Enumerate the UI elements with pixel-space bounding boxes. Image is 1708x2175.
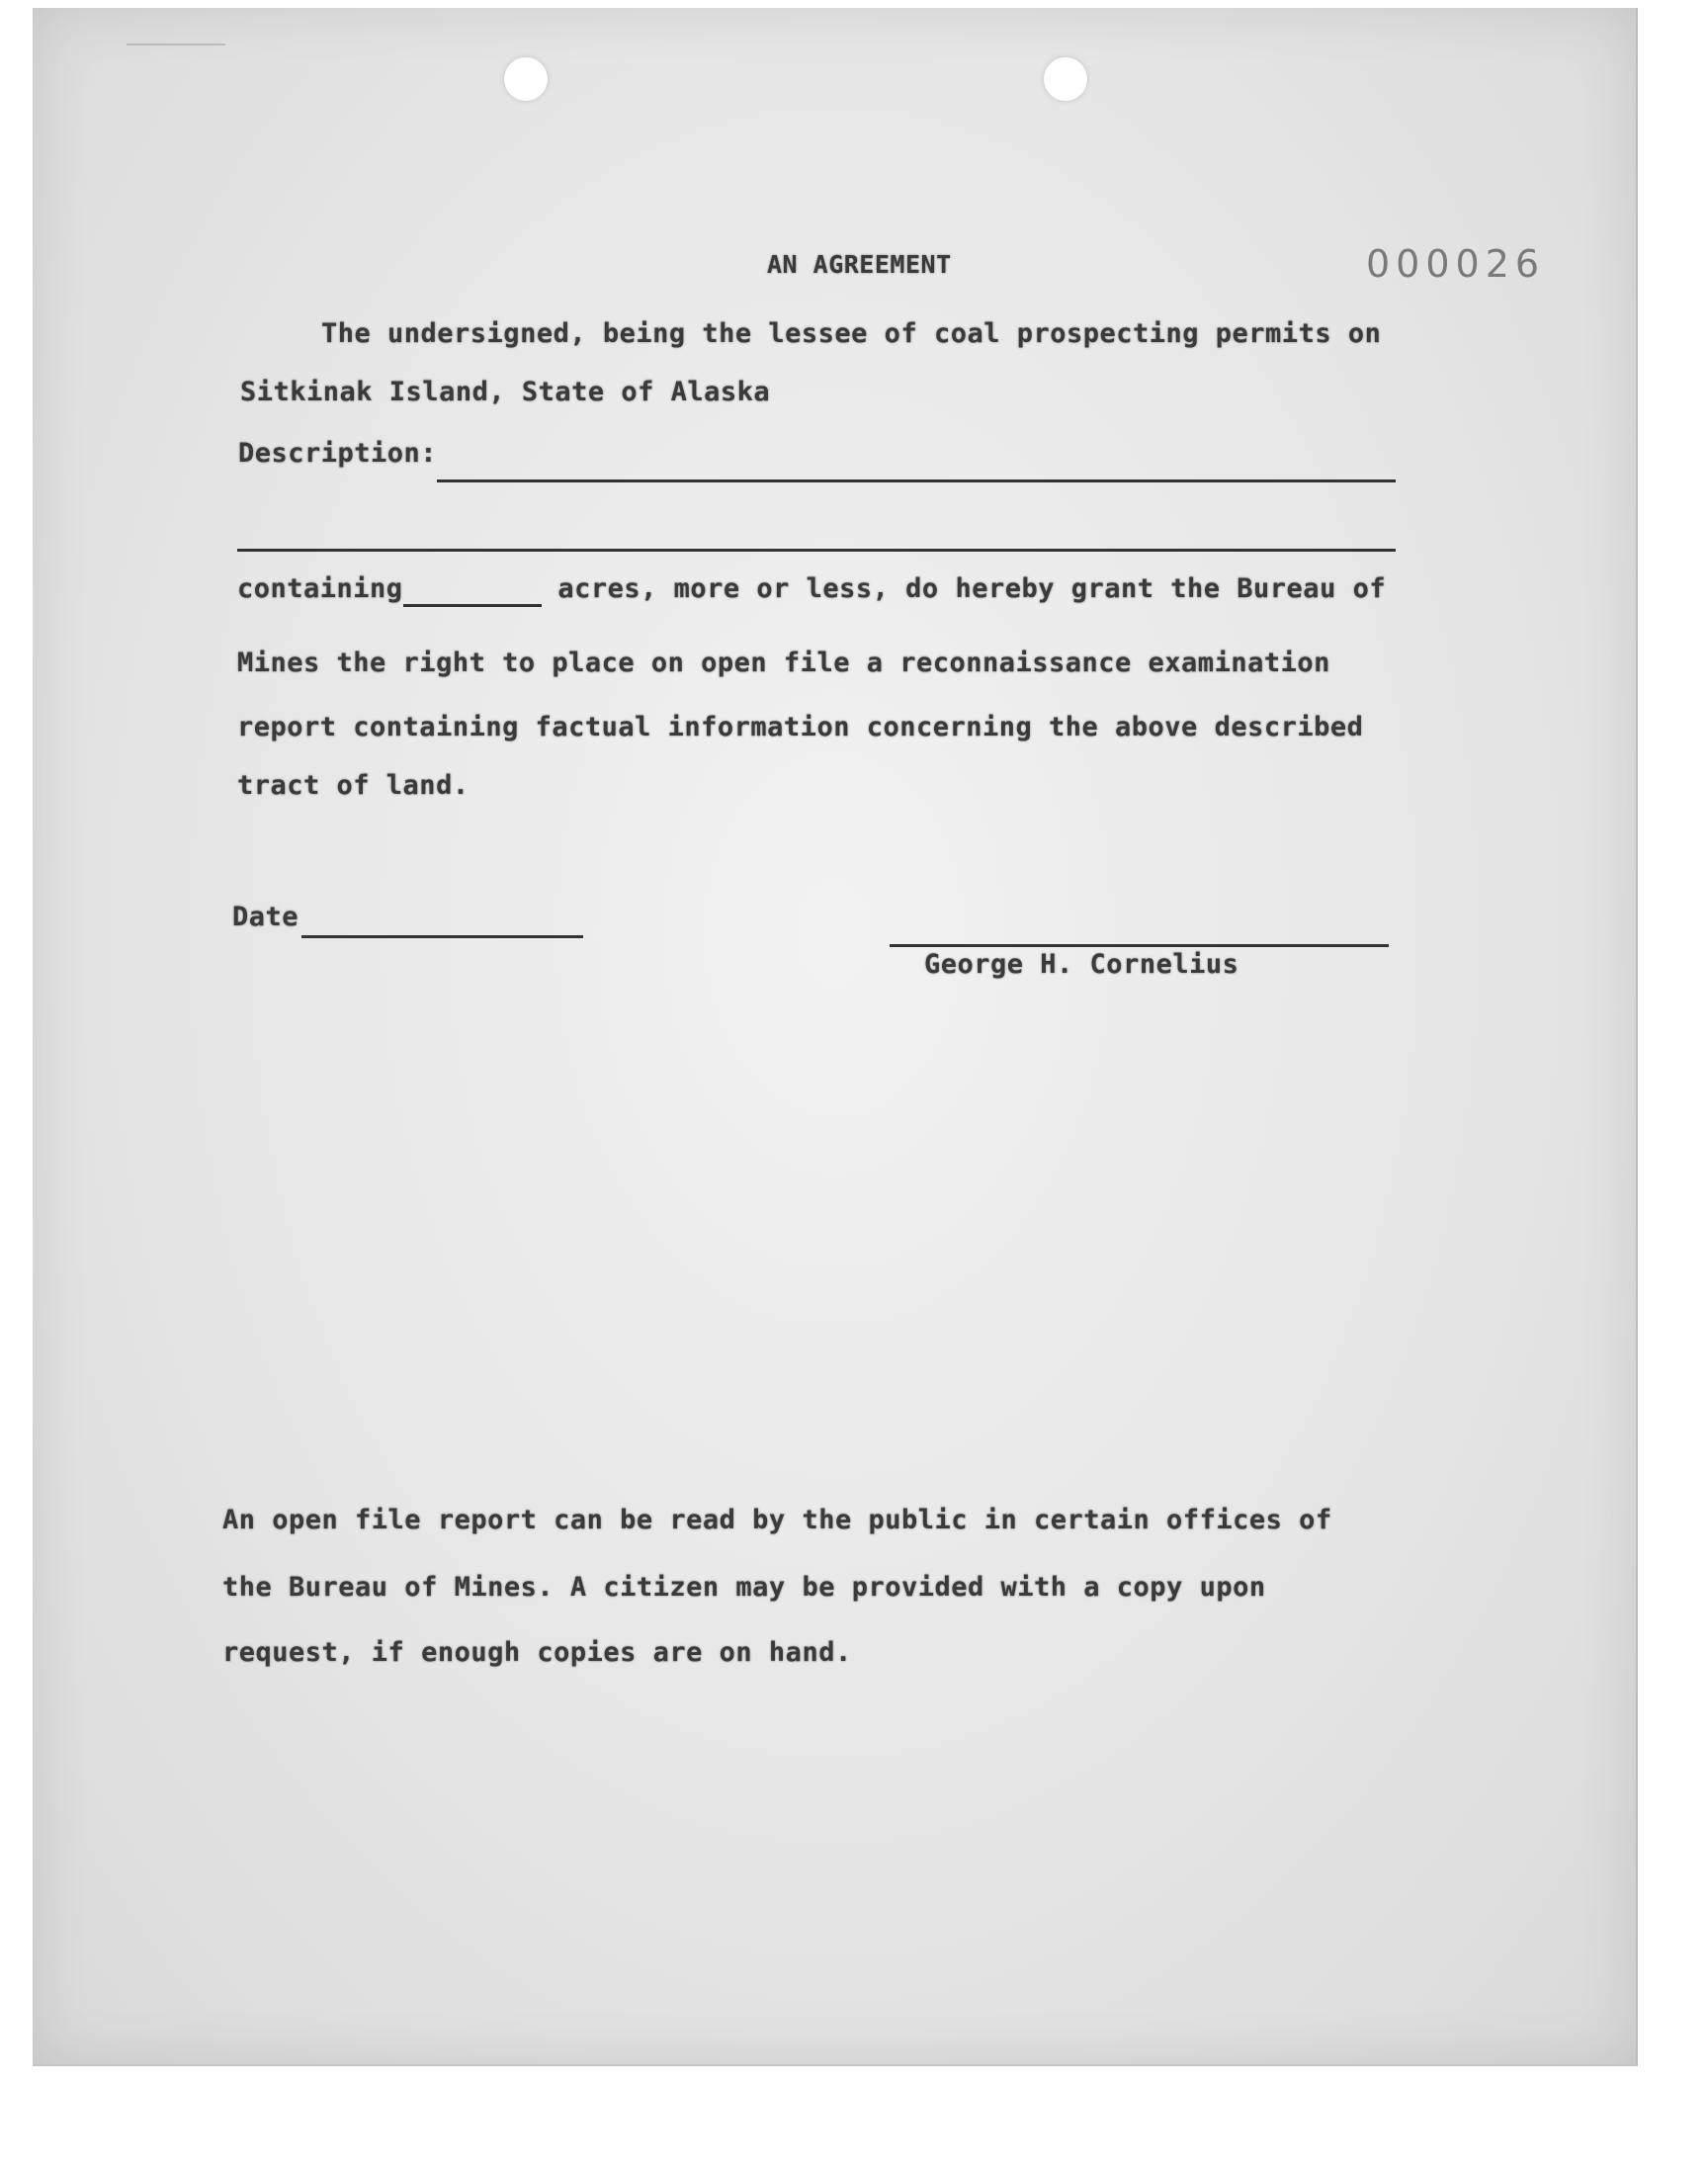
- footnote-line3: request, if enough copies are on hand.: [222, 1637, 852, 1668]
- description-blank-line-1: [437, 479, 1396, 482]
- signatory-name: George H. Cornelius: [924, 949, 1239, 980]
- description-blank-line-2: [237, 549, 1396, 552]
- description-label: Description:: [238, 438, 438, 469]
- containing-line: [237, 573, 1386, 607]
- containing-suffix: acres, more or less, do hereby grant the Bureau of: [541, 573, 1387, 604]
- containing-prefix: containing: [237, 573, 403, 604]
- document-page: [33, 8, 1638, 2066]
- acres-blank-line: [403, 573, 542, 607]
- footnote-line1: An open file report can be read by the public in certain offices of: [222, 1505, 1332, 1535]
- signature-line: [890, 944, 1389, 947]
- paragraph1-line2: Sitkinak Island, State of Alaska: [240, 377, 771, 407]
- document-number: 000026: [1366, 242, 1546, 286]
- footnote-line2: the Bureau of Mines. A citizen may be provided with a copy upon: [222, 1572, 1266, 1603]
- paragraph2-line3: report containing factual information concerning the above described: [237, 712, 1364, 742]
- date-blank-line: [301, 935, 583, 938]
- paragraph2-line4: tract of land.: [237, 770, 470, 801]
- paragraph1-line1: The undersigned, being the lessee of coal prospecting permits on: [321, 318, 1382, 349]
- corner-mark: [127, 44, 225, 45]
- paragraph2-line2: Mines the right to place on open file a reconnaissance examination: [237, 648, 1330, 678]
- date-label: Date: [232, 902, 299, 932]
- punch-hole-right: [1044, 57, 1087, 101]
- punch-hole-left: [504, 57, 548, 101]
- document-title: AN AGREEMENT: [767, 250, 952, 279]
